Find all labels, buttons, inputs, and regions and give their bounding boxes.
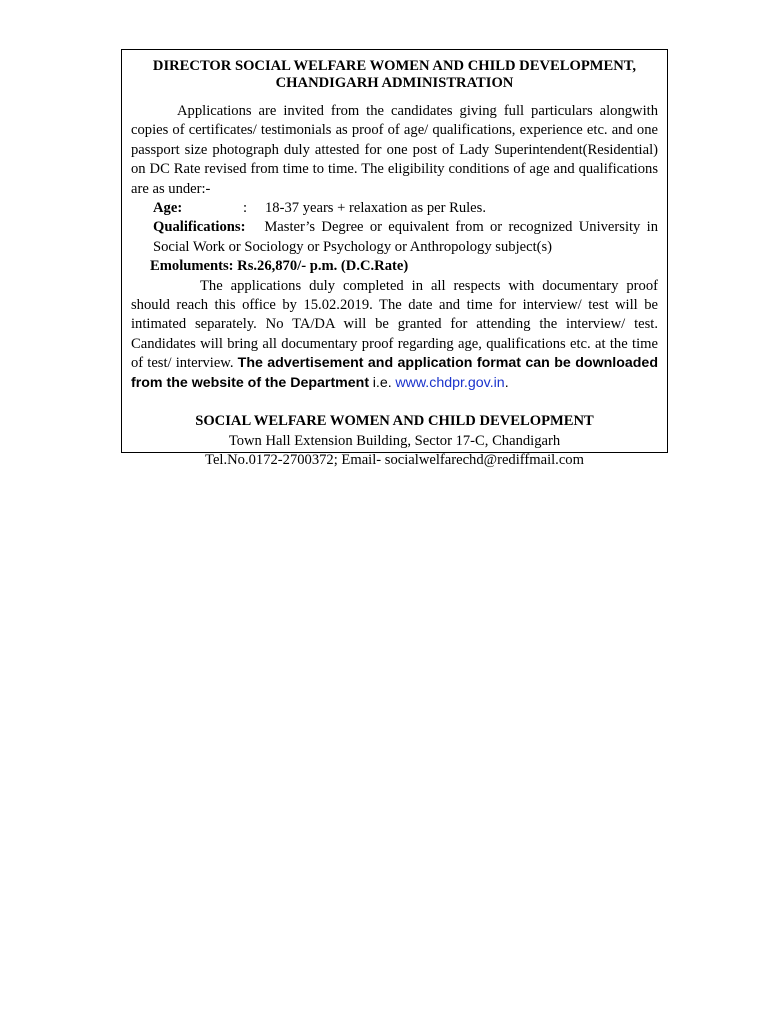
- title-line-1: DIRECTOR SOCIAL WELFARE WOMEN AND CHILD DEVELOPMENT,: [152, 58, 637, 74]
- qualifications-row: [131, 218, 658, 257]
- website-link[interactable]: www.chdpr.gov.in: [395, 374, 505, 391]
- footer-address: Town Hall Extension Building, Sector 17-C, Chandigarh: [228, 432, 561, 449]
- footer-org: SOCIAL WELFARE WOMEN AND CHILD DEVELOPMENT: [195, 413, 594, 430]
- age-colon: :: [243, 200, 248, 217]
- qualifications-value: Master’s Degree or equivalent from or recognized University in Social Work or Sociology or Psychology or Anthropology subject(s): [153, 219, 658, 255]
- qualifications-label: Qualifications:: [153, 219, 246, 236]
- application-paragraph: [131, 277, 658, 393]
- age-label: Age:: [153, 200, 183, 217]
- title-line-2: CHANDIGARH ADMINISTRATION: [275, 75, 514, 91]
- notice-title: [131, 58, 658, 92]
- period: .: [504, 374, 509, 391]
- download-notice: The advertisement and application format can be downloaded from the website of the Department: [131, 355, 658, 391]
- emoluments-row: Emoluments: Rs.26,870/- p.m. (D.C.Rate): [150, 258, 409, 275]
- download-ie: i.e.: [372, 374, 392, 391]
- application-text: The applications duly completed in all respects with documentary proof should reach this office by 15.02.2019. The date and time for interview/ test will be intimated separately. No TA/DA will be granted for attending the interview/ test. Candidates will bring all documentary proof regarding age, qualifications etc. at the time of test/ interview.: [131, 277, 658, 372]
- intro-paragraph: Applications are invited from the candidates giving full particulars alongwith copies of certificates/ testimonials as proof of age/ qualifications, experience etc. and one passport size photograph duly attested for one post of Lady Superintendent(Residential) on DC Rate revised from time to time. The eligibility conditions of age and qualifications are as under:-: [131, 103, 658, 197]
- contact-footer: [131, 412, 658, 470]
- age-value: 18-37 years + relaxation as per Rules.: [265, 200, 486, 217]
- age-row: [131, 199, 658, 218]
- advertisement-box: [121, 49, 668, 468]
- footer-contact: Tel.No.0172-2700372; Email- socialwelfarechd@rediffmail.com: [205, 451, 584, 468]
